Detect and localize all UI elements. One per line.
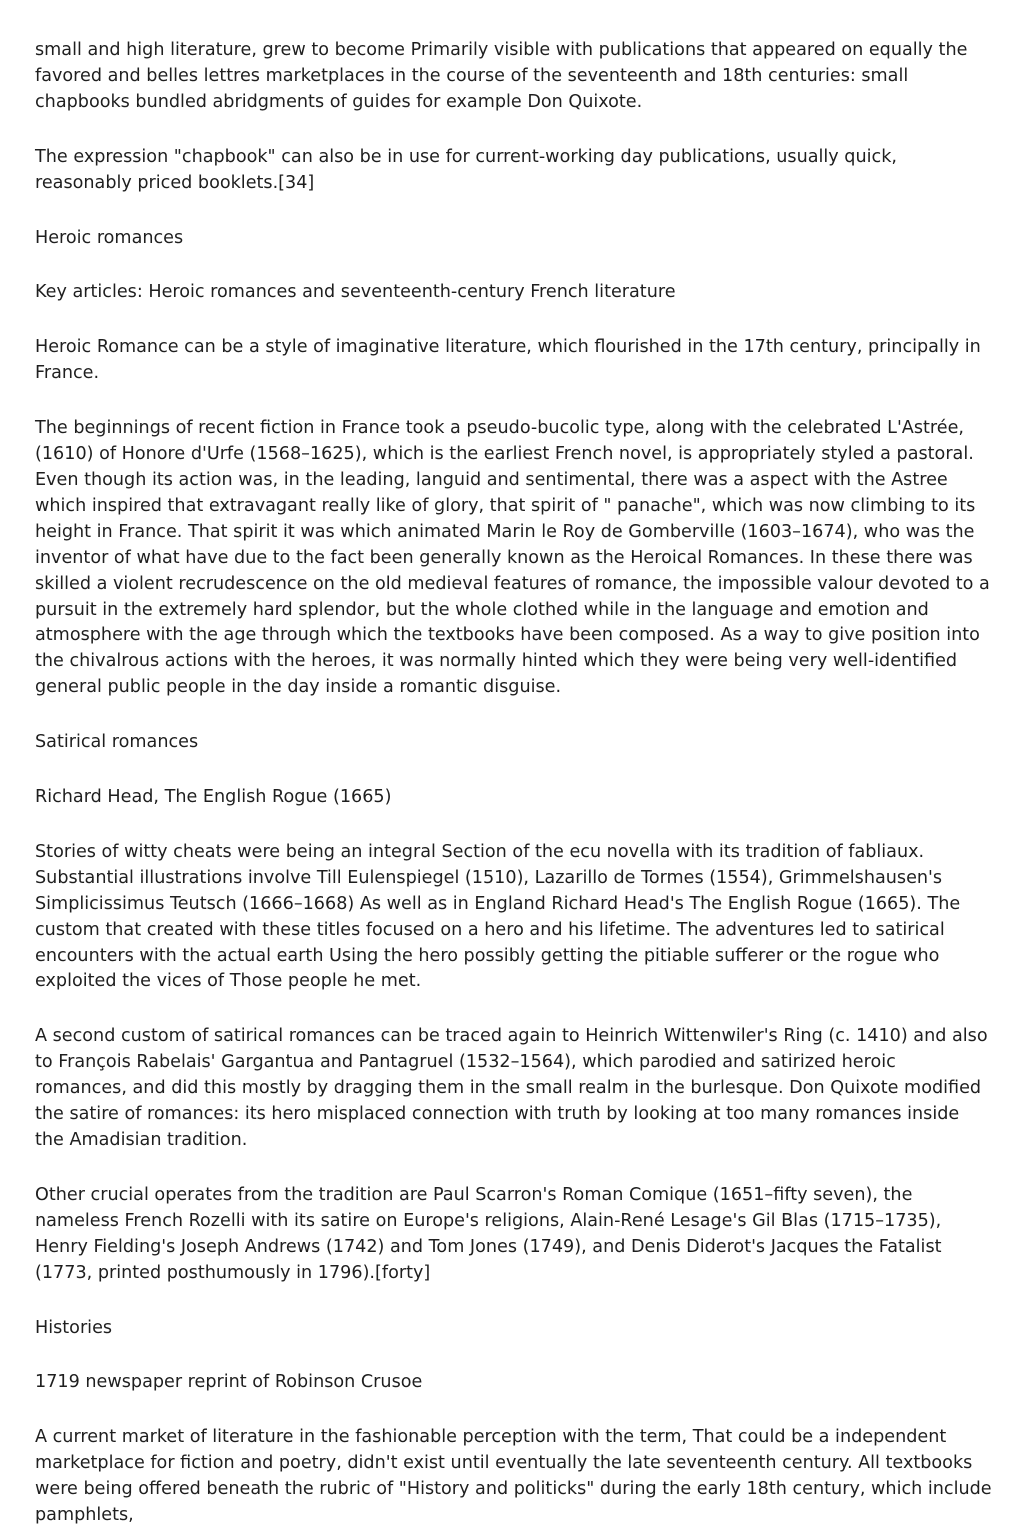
paragraph-second-custom: A second custom of satirical romances can be traced again to Heinrich Wittenwiler's Ring (c. 1410) and also to François Rabelais' Gargantua and Pantagruel (1532–1564), which parodied and satirized heroic romances, and did this mostly by dragging them in the small realm in the burlesque. Don Quixote modified the satire of romances: its hero misplaced connection with truth by looking at too many romances inside the Amadisian tradition.: [35, 1026, 988, 1150]
image-caption-robinson-crusoe: 1719 newspaper reprint of Robinson Crusoe: [35, 1372, 423, 1393]
document-body: [35, 38, 993, 1529]
paragraph-french-fiction-beginnings: The beginnings of recent fiction in France took a pseudo-bucolic type, along with the celebrated L'Astrée, (1610) of Honore d'Urfe (1568–1625), which is the earliest French novel, is appropriately styled a pastoral. Even though its action was, in the leading, languid and sentimental, there was a aspect with the Astree which inspired that extravagant really like of glory, that spirit of " panache", which was now climbing to its height in France. That spirit it was which animated Marin le Roy de Gomberville (1603–1674), who was the inventor of what have due to the fact been generally known as the Heroical Romances. In these there was skilled a violent recrudescence on the old medieval features of romance, the impossible valour devoted to a pursuit in the extremely hard splendor, but the whole clothed while in the language and emotion and atmosphere with the age through which the textbooks have been composed. As a way to give position into the chivalrous actions with the heroes, it was normally hinted which they were being very well-identified general public people in the day inside a romantic disguise.: [35, 418, 990, 698]
paragraph-literature-market: A current market of literature in the fashionable perception with the term, That could be a independent marketplace for fiction and poetry, didn't exist until eventually the late seventeenth century. All textbooks were being offered beneath the rubric of "History and politicks" during the early 18th century, which include pamphlets,: [35, 1427, 992, 1526]
section-heading-heroic-romances: Heroic romances: [35, 227, 184, 248]
section-heading-histories: Histories: [35, 1317, 113, 1338]
image-caption-english-rogue: Richard Head, The English Rogue (1665): [35, 787, 392, 808]
paragraph-witty-cheats: Stories of witty cheats were being an integral Section of the ecu novella with its tradition of fabliaux. Substantial illustrations involve Till Eulenspiegel (1510), Lazarillo de Tormes (1554), Grimmelshausen's Simplicissimus Teutsch (1666–1668) As well as in England Richard Head's The English Rogue (1665). The custom that created with these titles focused on a hero and his lifetime. The adventures led to satirical encounters with the actual earth Using the hero possibly getting the pitiable sufferer or the rogue who exploited the vices of Those people he met.: [35, 841, 961, 992]
section-heading-satirical-romances: Satirical romances: [35, 732, 199, 753]
paragraph-heroic-romance-definition: Heroic Romance can be a style of imaginative literature, which flourished in the 17th century, principally in France.: [35, 337, 981, 384]
key-articles-line: Key articles: Heroic romances and seventeenth-century French literature: [35, 282, 676, 303]
paragraph-other-works: Other crucial operates from the tradition are Paul Scarron's Roman Comique (1651–fifty seven), the nameless French Rozelli with its satire on Europe's religions, Alain-René Lesage's Gil Blas (1715–1735), Henry Fielding's Joseph Andrews (1742) and Tom Jones (1749), and Denis Diderot's Jacques the Fatalist (1773, printed posthumously in 1796).[forty]: [35, 1184, 942, 1283]
paragraph-chapbook-intro: small and high literature, grew to become Primarily visible with publications that appeared on equally the favored and belles lettres marketplaces in the course of the seventeenth and 18th centuries: small chapbooks bundled abridgments of guides for example Don Quixote.: [35, 40, 968, 112]
paragraph-chapbook-term: The expression "chapbook" can also be in use for current-working day publications, usually quick, reasonably priced booklets.[34]: [35, 146, 897, 193]
